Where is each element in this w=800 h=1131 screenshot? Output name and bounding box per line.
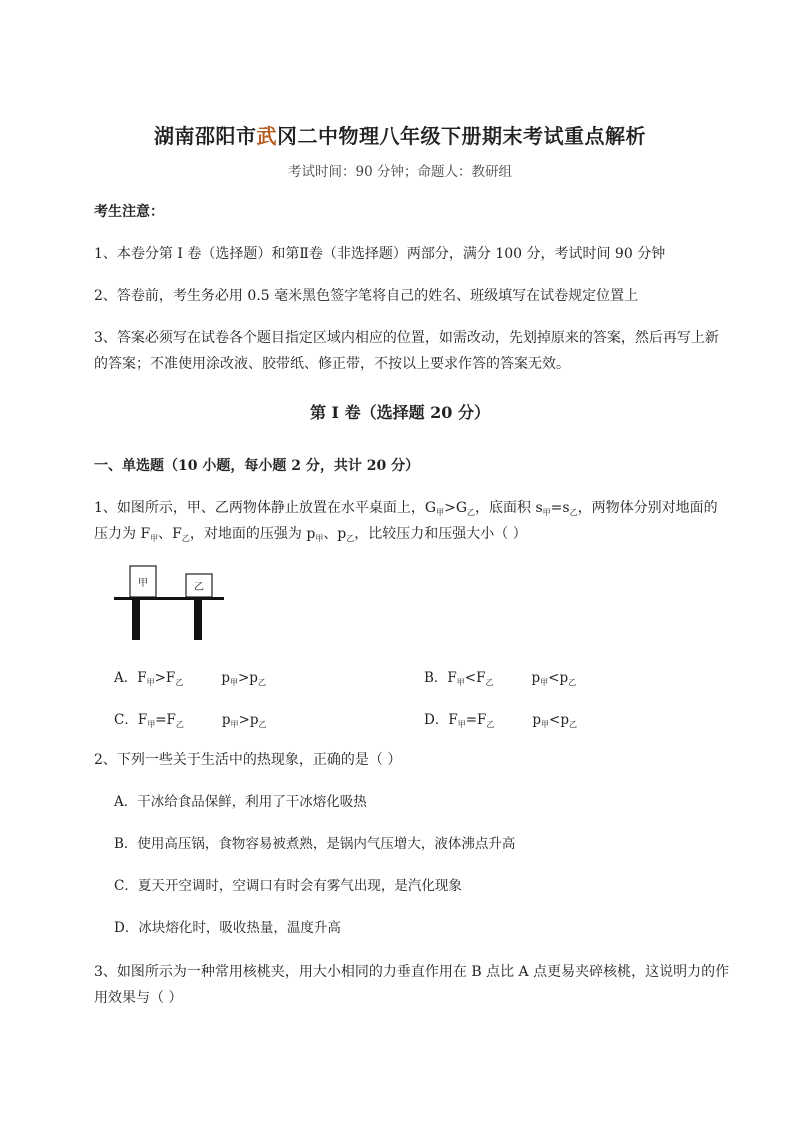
subscript: 乙 (346, 534, 355, 543)
subscript: 甲 (436, 508, 445, 517)
title-part: 冈二中物理八年级下册期末考试重点解析 (277, 124, 646, 148)
title-part: 湖南邵阳市 (154, 124, 257, 148)
q1-text: 压力为 F (94, 526, 151, 542)
option-text: B．F (424, 670, 457, 686)
q2-option-b[interactable]: B．使用高压锅，食物容易被煮熟，是锅内气压增大，液体沸点升高 (114, 836, 516, 852)
notice-item-3-line-2: 的答案；不准使用涂改液、胶带纸、修正带，不按以上要求作答的答案无效。 (94, 356, 570, 372)
subscript: 甲 (315, 534, 324, 543)
subscript: 甲 (542, 508, 551, 517)
notice-item-2: 2、答卷前，考生务必用 0.5 毫米黑色签字笔将自己的姓名、班级填写在试卷规定位置上 (94, 288, 639, 304)
table-top (114, 597, 224, 600)
q1-text: ，底面积 s (475, 500, 543, 516)
subscript: 甲 (150, 534, 159, 543)
q1-text: 1、如图所示，甲、乙两物体静止放置在水平桌面上，G (94, 500, 437, 516)
subscript: 乙 (486, 720, 495, 729)
q1-text: ，比较压力和压强大小（ ） (354, 526, 527, 542)
title-part-highlight: 武 (256, 124, 277, 148)
option-text: <F (464, 670, 486, 686)
q1-text: >G (444, 500, 468, 516)
table-leg-right (194, 600, 202, 640)
subscript: 乙 (467, 508, 476, 517)
q3-stem-line-1: 3、如图所示为一种常用核桃夹，用大小相同的力垂直作用在 B 点比 A 点更易夹碎核桃，这说明力的作 (94, 964, 730, 980)
subscript: 甲 (541, 720, 550, 729)
subscript: 乙 (175, 678, 184, 687)
notice-item-1: 1、本卷分第 I 卷（选择题）和第Ⅱ卷（非选择题）两部分，满分 100 分，考试时间 90 分钟 (94, 246, 666, 262)
q1-option-b[interactable] (424, 666, 576, 695)
option-text: <p (548, 670, 569, 686)
exam-info: 考试时间：90 分钟；命题人：教研组 (288, 164, 512, 180)
subscript: 甲 (147, 720, 156, 729)
section-title: 第 I 卷（选择题 20 分） (309, 403, 491, 422)
option-text: A．F (114, 670, 147, 686)
q3-stem-line-2: 用效果与（ ） (94, 990, 183, 1006)
option-text: =F (465, 712, 487, 728)
option-text: =F (155, 712, 176, 728)
block-jia-label: 甲 (138, 578, 148, 589)
q2-option-d[interactable]: D．冰块熔化时，吸收热量，温度升高 (114, 920, 341, 936)
option-text: >F (154, 670, 176, 686)
q2-option-a[interactable]: A．干冰给食品保鲜，利用了干冰熔化吸热 (114, 794, 367, 810)
subscript: 乙 (569, 508, 578, 517)
subscript: 乙 (175, 720, 184, 729)
option-text: p (221, 670, 230, 686)
option-text: >p (238, 712, 259, 728)
option-text: p (531, 670, 541, 686)
option-text: D．F (424, 712, 458, 728)
notice-item-3-line-1: 3、答案必须写在试卷各个题目指定区域内相应的位置，如需改动，先划掉原来的答案，然后再写上新 (94, 330, 719, 346)
q1-text: ，两物体分别对地面的 (577, 500, 718, 516)
option-text: p (221, 712, 231, 728)
subscript: 甲 (229, 678, 238, 687)
subscript: 甲 (540, 678, 549, 687)
table-diagram (112, 560, 232, 646)
subscript: 甲 (230, 720, 239, 729)
subscript: 乙 (485, 678, 494, 687)
q1-option-c[interactable] (114, 708, 267, 737)
q1-option-a[interactable] (114, 666, 266, 695)
subscript: 乙 (568, 678, 577, 687)
page-title (0, 120, 800, 149)
q1-text: ，对地面的压强为 p (189, 526, 316, 542)
subscript: 甲 (457, 720, 466, 729)
q1-stem-line-1 (94, 496, 718, 525)
q2-option-c[interactable]: C．夏天开空调时，空调口有时会有雾气出现，是汽化现象 (114, 878, 462, 894)
subscript: 乙 (569, 720, 578, 729)
q1-text: 、p (323, 526, 347, 542)
subscript: 甲 (456, 678, 465, 687)
table-leg-left (132, 600, 140, 640)
notice-heading: 考生注意： (94, 204, 164, 220)
q1-text: =s (550, 500, 570, 516)
subscript: 乙 (181, 534, 190, 543)
option-text: >p (237, 670, 258, 686)
q1-text: 、F (158, 526, 182, 542)
subscript: 甲 (146, 678, 155, 687)
subscript: 乙 (257, 678, 266, 687)
option-text: C．F (114, 712, 148, 728)
subscript: 乙 (258, 720, 267, 729)
q1-option-d[interactable] (424, 708, 577, 737)
option-text: p (532, 712, 542, 728)
q2-stem: 2、下列一些关于生活中的热现象，正确的是（ ） (94, 752, 402, 768)
part-heading: 一、单选题（10 小题，每小题 2 分，共计 20 分） (94, 458, 420, 474)
block-yi-label: 乙 (194, 582, 204, 593)
table-figure (112, 560, 232, 646)
option-text: <p (549, 712, 570, 728)
q1-stem-line-2 (94, 522, 527, 551)
